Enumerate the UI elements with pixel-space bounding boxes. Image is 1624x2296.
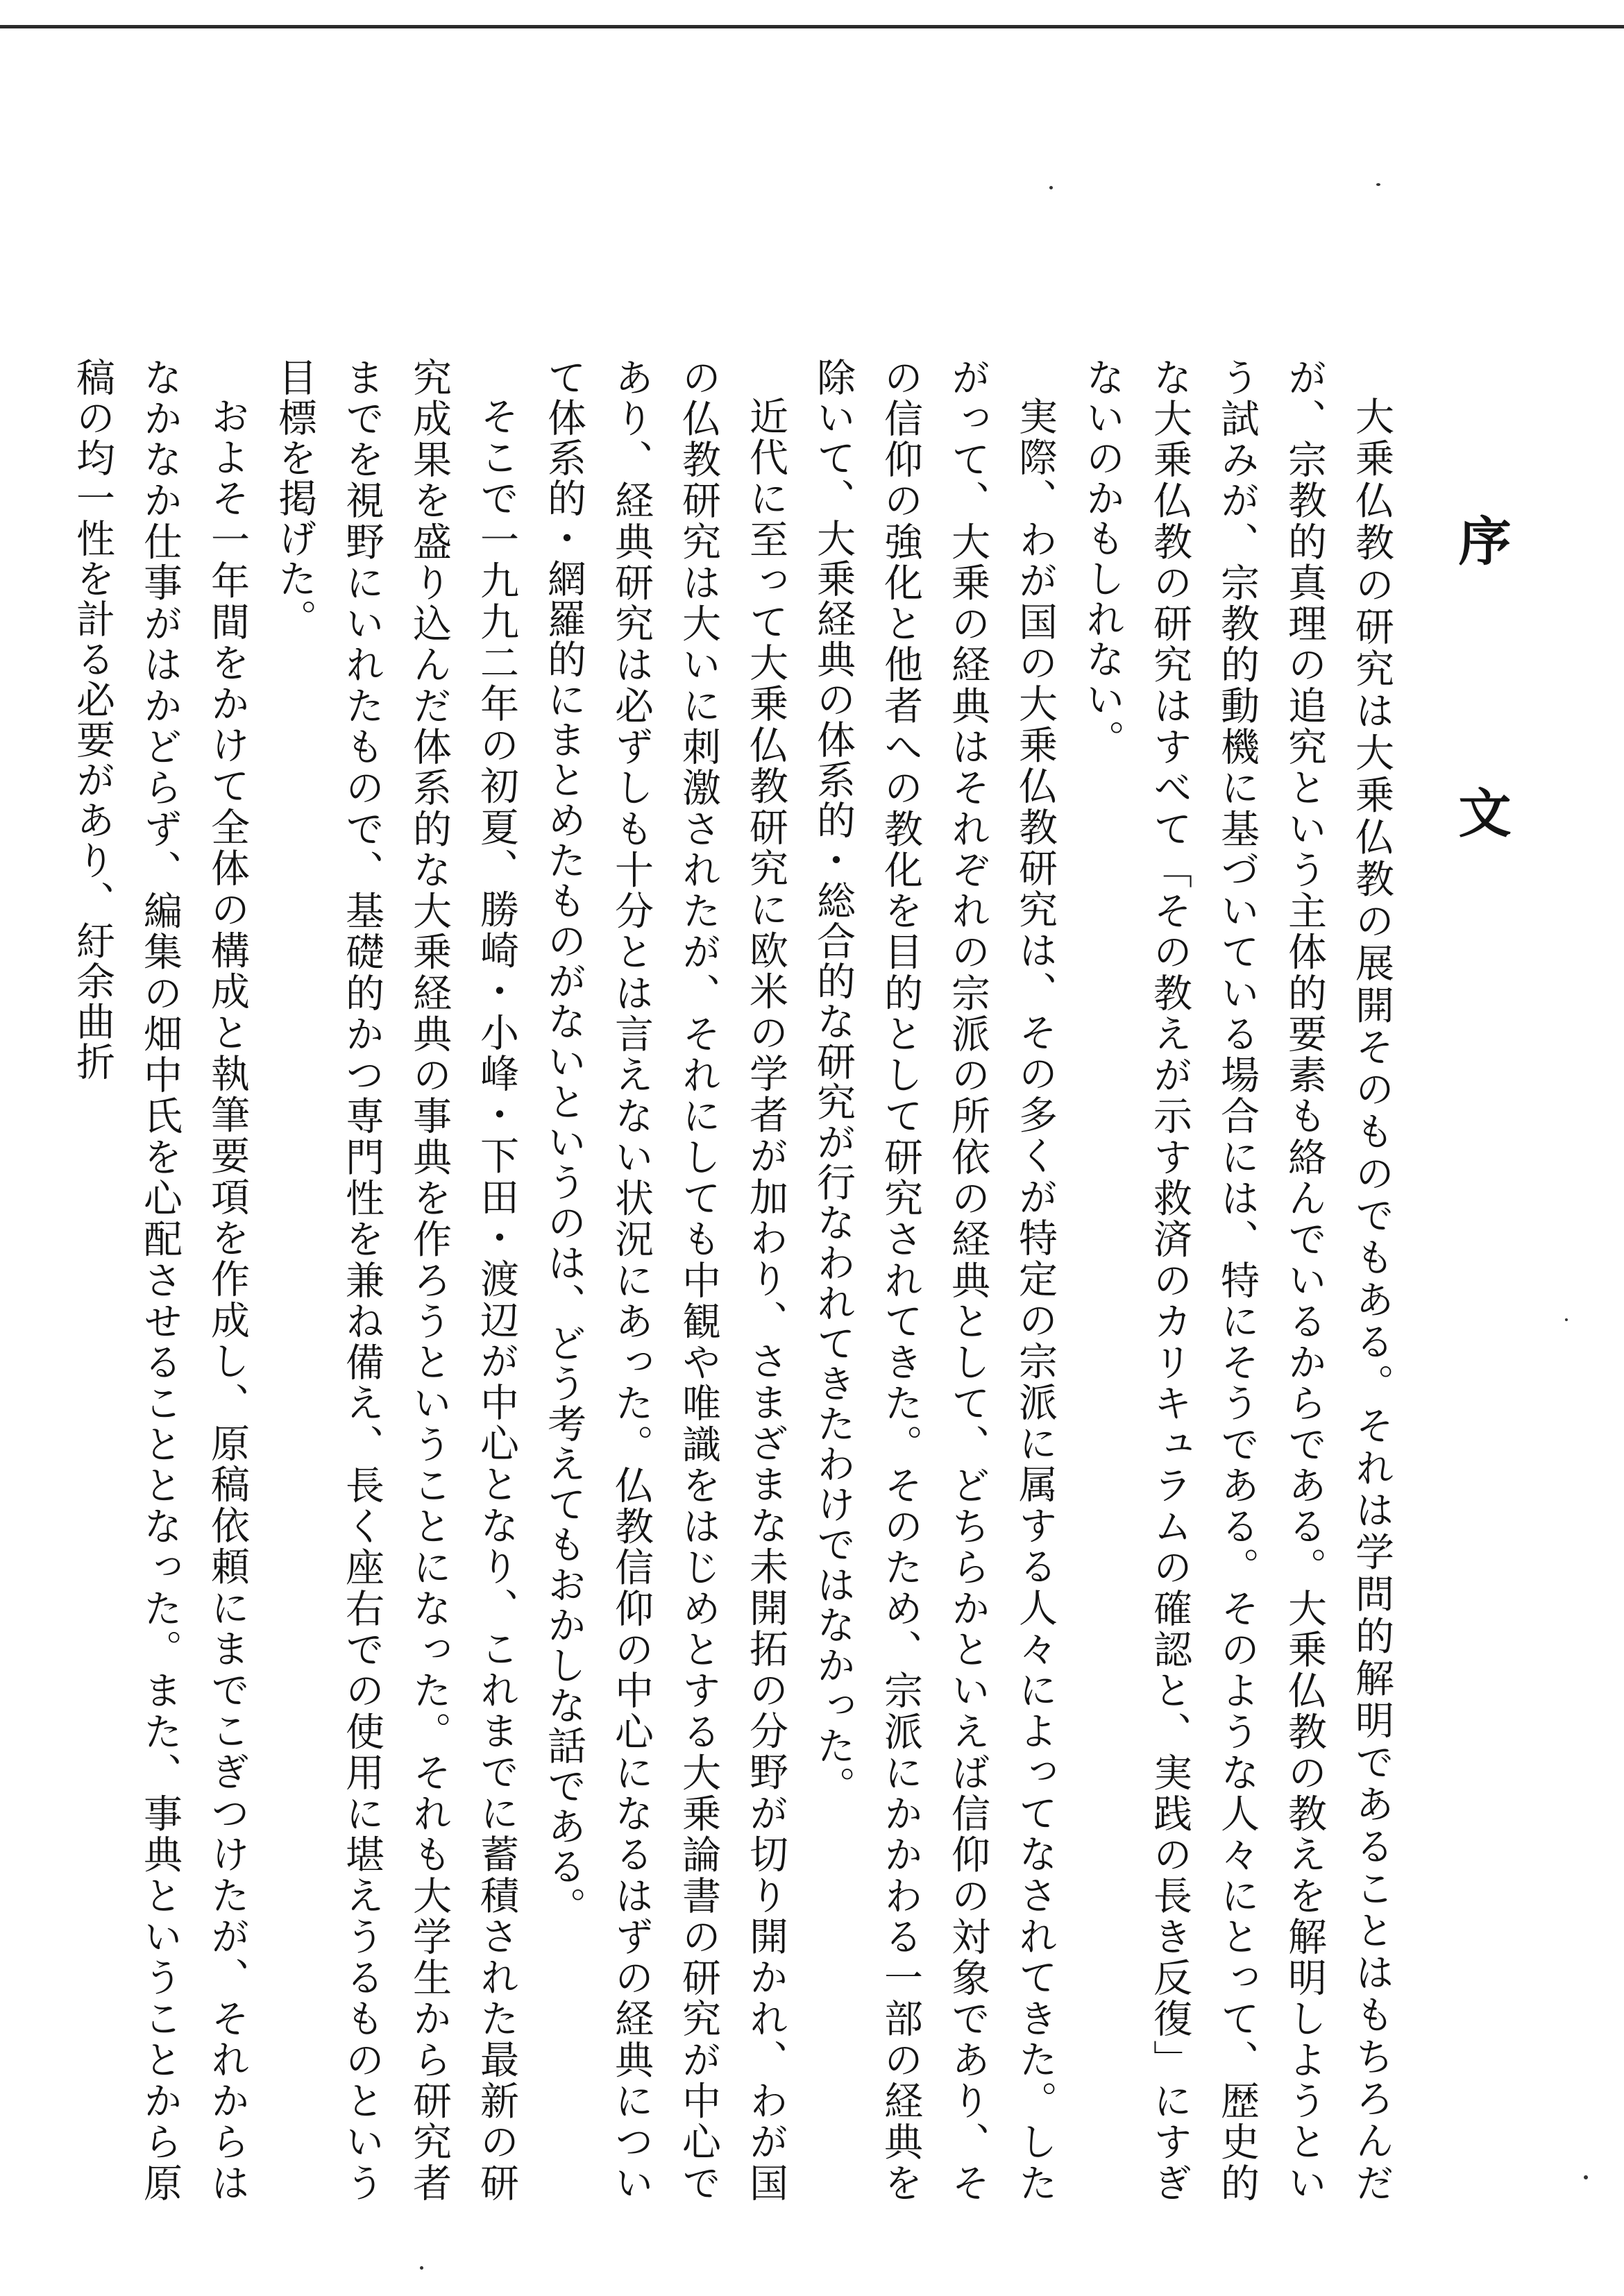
page-title: 序 文: [1450, 513, 1512, 921]
paragraph-2: 実際、わが国の大乗仏教研究は、その多くが特定の宗派に属する人々によってなされてきた。したがって、大乗の経典はそれぞれの宗派の所依の経典として、どちらかといえば信仰の対象であり、その信仰の強化と他者への教化を目的として研究されてきた。そのため、宗派にかかわる一部の経典を除いて、大乗経典の体系的・総合的な研究が行なわれてきたわけではなかった。: [811, 357, 1058, 2204]
scan-speck: [420, 2266, 423, 2270]
scan-speck: [1049, 186, 1053, 189]
paragraph-1: 大乗仏教の研究は大乗仏教の展開そのものでもある。それは学問的解明であることはもちろんだが、宗教的真理の追究という主体的要素も絡んでいるからである。大乗仏教の教えを解明しようという試みが、宗教的動機に基づいている場合には、特にそうである。そのような人々にとって、歴史的な大乗仏教の研究はすべて「その教えが示す救済のカリキュラムの確認と、実践の長き反復」にすぎないのかもしれない。: [1080, 357, 1394, 2204]
paragraph-5: およそ一年間をかけて全体の構成と執筆要項を作成し、原稿依頼にまでこぎつけたが、それからはなかなか仕事がはかどらず、編集の畑中氏を心配させることとなった。また、事典ということから原稿の均一性を計る必要があり、紆余曲折: [70, 357, 250, 2203]
paragraph-3: 近代に至って大乗仏教研究に欧米の学者が加わり、さまざまな未開拓の分野が切り開かれ、わが国の仏教研究は大いに刺激されたが、それにしても中観や唯識をはじめとする大乗論書の研究が中心であり、経典研究は必ずしも十分とは言えない状況にあった。仏教信仰の中心になるはずの経典について体系的・網羅的にまとめたものがないというのは、どう考えてもおかしな話である。: [541, 357, 788, 2204]
scan-speck: [1565, 1318, 1568, 1321]
scan-speck: [1584, 2175, 1588, 2179]
paragraph-4: そこで一九九二年の初夏、勝崎・小峰・下田・渡辺が中心となり、これまでに蓄積された最新の研究成果を盛り込んだ体系的な大乗経典の事典を作ろうということになった。それも大学生から研究者までを視野にいれたもので、基礎的かつ専門性を兼ね備え、長く座右での使用に堪えうるものという目標を掲げた。: [272, 357, 519, 2203]
top-rule: [0, 25, 1624, 28]
body-text: [70, 357, 1405, 2204]
scan-speck: [1376, 183, 1380, 186]
